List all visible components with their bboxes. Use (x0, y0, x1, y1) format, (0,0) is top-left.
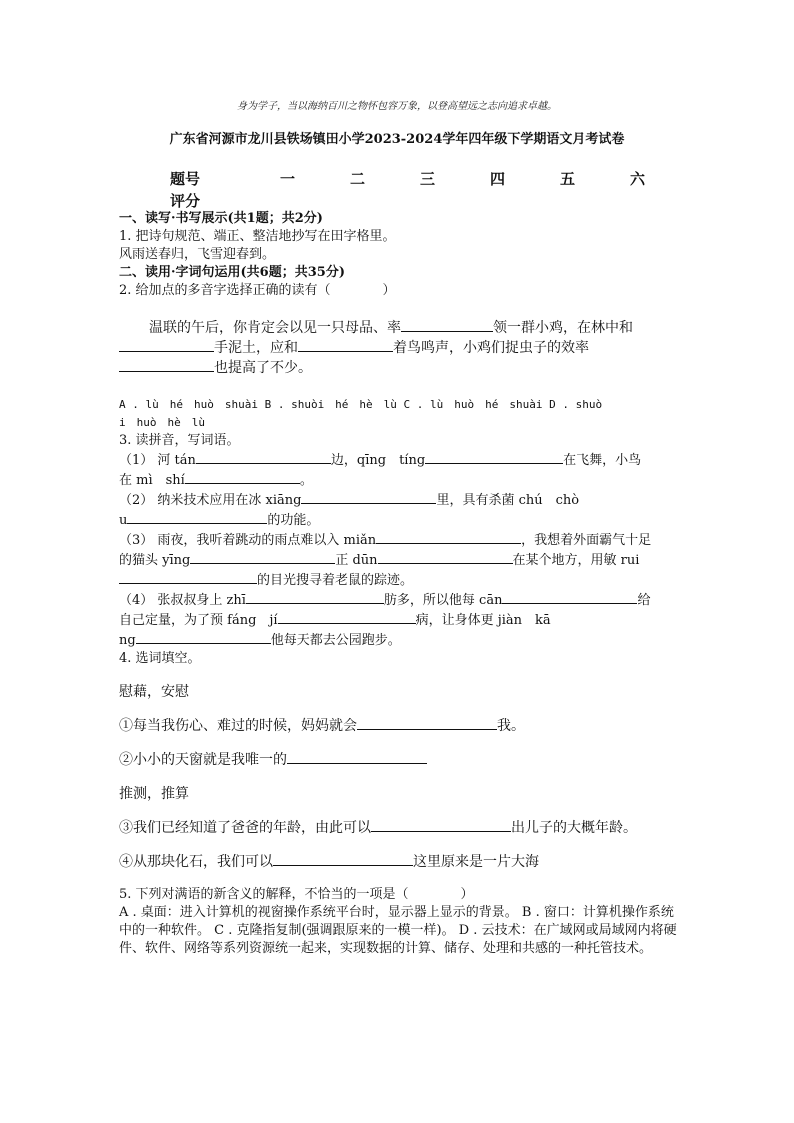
blank[interactable] (119, 570, 257, 584)
q2-options-line1: A . lù hé huò shuài B . shuòi hé hè lù C . lù huò hé shuài D . shuò (119, 398, 603, 411)
q3-line2: 在 mì shí 。 (119, 470, 679, 490)
q3-line9: 自己定量，为了预 fáng jí 病，让身体更 jiàn kā (119, 610, 679, 630)
q3-line3: （2） 纳米技术应用在冰 xiāng 里，具有杀菌 chú chò (119, 490, 679, 510)
q4-sentence-3: ③我们已经知道了爸爸的年龄，由此可以 出儿子的大概年龄。 (119, 820, 637, 836)
question-2-stem: 2. 给加点的多音字选择正确的读有（ ） (119, 283, 396, 298)
q4-sentence-4: ④从那块化石，我们可以 这里原来是一片大海 (119, 854, 539, 870)
q3-line7: 的目光搜寻着老鼠的踪迹。 (119, 570, 679, 590)
q4-word-group-1: 慰藉，安慰 (119, 684, 189, 700)
score-col-5: 五 (560, 170, 576, 188)
blank[interactable] (502, 590, 637, 604)
q4-word-group-2: 推测，推算 (119, 786, 189, 802)
question-1: 1. 把诗句规范、端正、整洁地抄写在田字格里。 (119, 229, 396, 244)
q3-line1: （1） 河 tán 边，qīng tíng 在飞舞，小鸟 (119, 450, 679, 470)
q4-sentence-2: ②小小的天窗就是我唯一的 (119, 750, 679, 770)
score-table-header (170, 168, 670, 188)
score-col-1: 一 (280, 170, 296, 188)
score-col-4: 四 (490, 170, 506, 188)
blank[interactable] (190, 550, 335, 564)
blank[interactable] (371, 818, 511, 832)
question-4-stem: 4. 选词填空。 (119, 651, 201, 666)
blank[interactable] (196, 450, 331, 464)
blank[interactable] (357, 716, 497, 730)
blank[interactable] (185, 470, 300, 484)
blank[interactable] (287, 750, 427, 764)
q3-line4: u 的功能。 (119, 510, 679, 530)
score-col-6: 六 (630, 170, 646, 188)
blank[interactable] (246, 590, 384, 604)
blank[interactable] (278, 610, 416, 624)
question-5-stem: 5. 下列对满语的新含义的解释，不恰当的一项是（ ） (119, 887, 474, 902)
q4-sentence-1: ①每当我伤心、难过的时候，妈妈就会 我。 (119, 718, 525, 734)
q3-line6: 的猫头 yīng 正 dūn 在某个地方，用敏 rui (119, 550, 679, 570)
blank[interactable] (136, 630, 271, 644)
score-col-3: 三 (420, 170, 436, 188)
blank[interactable] (119, 338, 214, 352)
q2-passage-line2: 手泥土，应和 着鸟鸣声，小鸡们捉虫子的效率 (119, 338, 679, 358)
q5-options: A . 桌面：进入计算机的视窗操作系统平台时，显示器上显示的背景。 B . 窗口：计算机操作系统中的一种软件。 C . 克隆指复制(强调跟原来的一模一样)。 D . 云技术：在广域网或局域网内将硬件、软件、网络等系列资源统一起来，实现数据的计算、储存、处理和共感的一种托管技术。 (119, 905, 677, 956)
blank[interactable] (273, 852, 413, 866)
blank[interactable] (127, 510, 267, 524)
blank[interactable] (298, 338, 393, 352)
exam-content (119, 210, 679, 958)
question-3-stem: 3. 读拼音，写词语。 (119, 433, 240, 448)
blank[interactable] (376, 530, 521, 544)
q3-line8: （4） 张叔叔身上 zhī 肪多，所以他每 cān 给 (119, 590, 679, 610)
section2-heading: 二、读用·字词句运用(共6题；共35分) (119, 265, 345, 280)
q3-line5: （3） 雨夜，我听着跳动的雨点难以入 miǎn ，我想着外面霸气十足 (119, 530, 679, 550)
score-row-label: 题号 (170, 170, 201, 188)
blank[interactable] (378, 550, 513, 564)
blank[interactable] (301, 490, 436, 504)
blank[interactable] (425, 450, 563, 464)
q2-passage-line1: 温联的午后，你肯定会以见一只母品、率 领一群小鸡，在林中和 (149, 320, 633, 336)
blank[interactable] (401, 318, 493, 332)
score-label: 评分 (170, 192, 201, 210)
exam-title: 广东省河源市龙川县铁场镇田小学2023-2024学年四年级下学期语文月考试卷 (169, 132, 625, 147)
motto: 身为学子，当以海纳百川之物怀包容万象，以登高望远之志向追求卓越。 (237, 101, 557, 112)
q3-line10: ng 他每天都去公园跑步。 (119, 630, 679, 650)
blank[interactable] (119, 358, 214, 372)
q2-options-line2: i huò hè lù (119, 416, 205, 429)
section1-heading: 一、读写·书写展示(共1题；共2分) (119, 211, 323, 226)
score-col-2: 二 (350, 170, 366, 188)
q2-passage-line3: 也提高了不少。 (119, 358, 679, 378)
question-1-poem: 风雨送春归，飞雪迎春到。 (119, 247, 276, 262)
